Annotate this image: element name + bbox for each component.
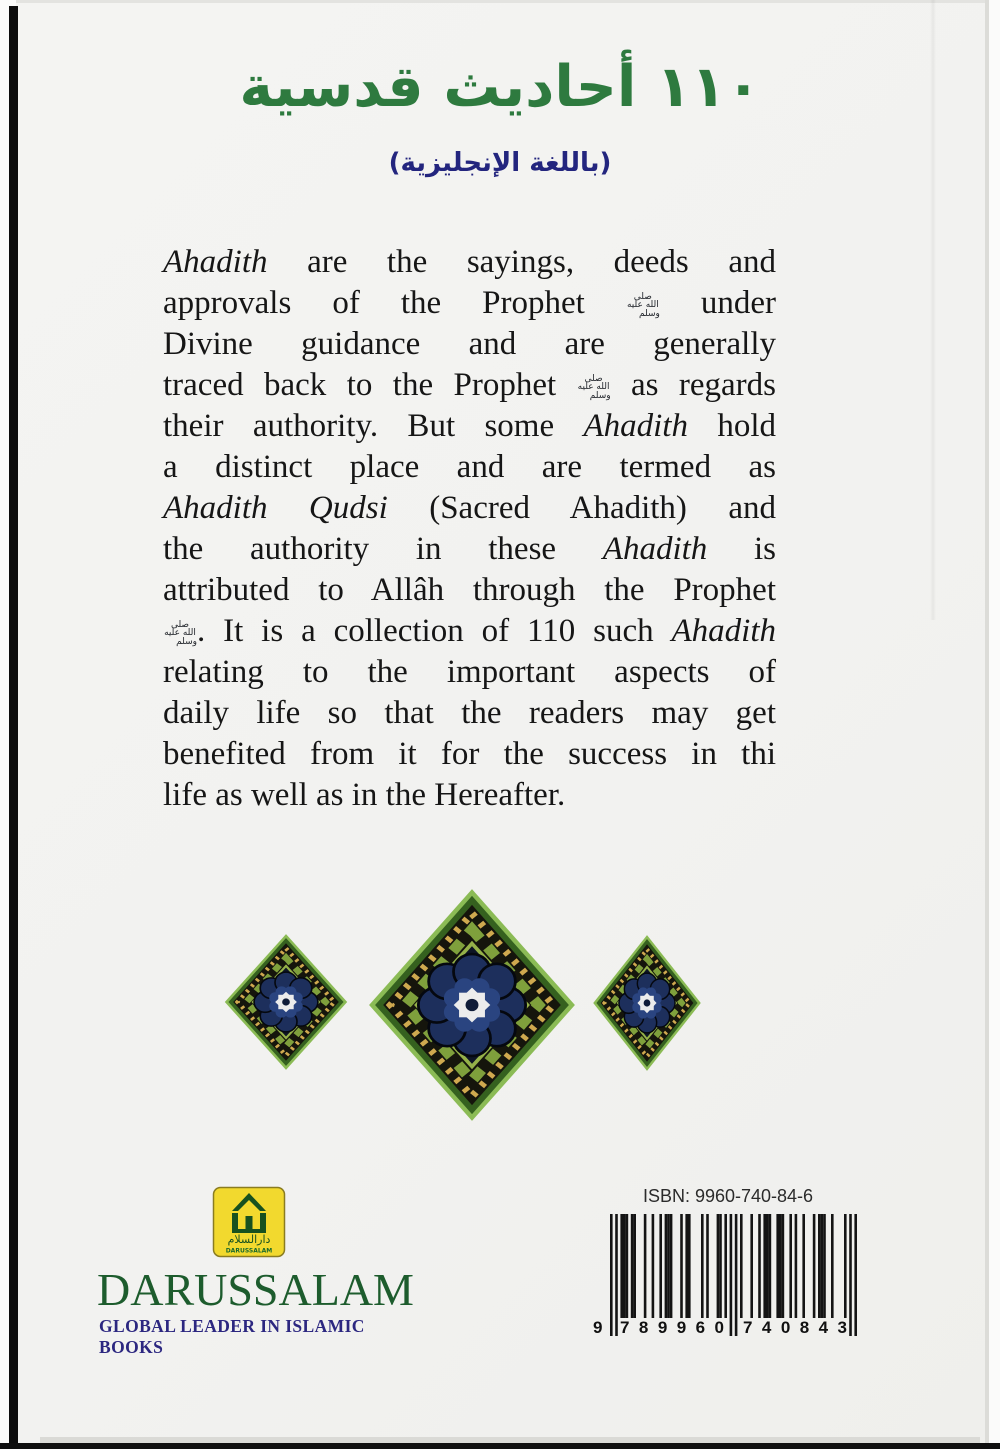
- barcode-digits-right: [743, 1318, 847, 1338]
- sallallahu-alayhi-wasallam-icon: صلى الله عليه وسلم: [626, 291, 660, 319]
- barcode-digit: 0: [780, 1318, 791, 1337]
- sallallahu-alayhi-wasallam-icon: صلى الله عليه وسلم: [164, 619, 197, 647]
- description-line: daily life so that the readers may get: [163, 695, 776, 731]
- arabic-subtitle: (باللغة الإنجليزية): [388, 148, 612, 178]
- description-line: attributed to Allâh through the Prophet: [163, 572, 776, 608]
- isbn-label: ISBN: 9960-740-84-6: [642, 1186, 814, 1206]
- ornament-diamond-large-center: [361, 889, 583, 1121]
- barcode-digit: 9: [676, 1318, 687, 1337]
- barcode-digit: 6: [695, 1318, 706, 1337]
- description-line: approvals of the Prophet صلى الله عليه وسلم under: [163, 285, 776, 321]
- barcode-digit: 9: [593, 1318, 603, 1337]
- description-line: Ahadith Qudsi (Sacred Ahadith) and: [163, 490, 776, 526]
- arabic-title: ١١٠ أحاديث قدسية: [239, 54, 761, 120]
- sallallahu-alayhi-wasallam-icon: صلى الله عليه وسلم: [577, 373, 611, 401]
- darussalam-badge-icon: [212, 1186, 286, 1264]
- description-line: Ahadith are the sayings, deeds and: [163, 244, 776, 280]
- publisher-name: DARUSSALAM: [97, 1264, 414, 1315]
- description-line: Divine guidance and are generally: [163, 326, 776, 362]
- badge-arabic-calligraphy: دارالسلام: [227, 1233, 271, 1246]
- photo-bottom-edge: [0, 1443, 1000, 1449]
- description-line: a distinct place and are termed as: [163, 449, 776, 485]
- ornament-diamond-small-left: [220, 934, 352, 1070]
- barcode-digit: 9: [657, 1318, 668, 1337]
- ornament-diamond-small-right: [589, 935, 705, 1071]
- barcode-digit: 3: [837, 1318, 847, 1337]
- barcode-digit: 7: [743, 1318, 753, 1337]
- description-line: traced back to the Prophet صلى الله عليه وسلم as regards: [163, 367, 776, 403]
- description-line: صلى الله عليه وسلم. It is a collection of 110 such Ahadith: [164, 613, 776, 649]
- description-line: the authority in these Ahadith is: [163, 531, 777, 567]
- darussalam-logo-badge: [212, 1186, 286, 1264]
- barcode-digit-first: [593, 1318, 605, 1338]
- description-line: benefited from it for the success in thi: [163, 736, 776, 772]
- barcode-digit: 4: [818, 1318, 829, 1337]
- book-right-edge: [985, 0, 989, 1443]
- barcode-digit: 7: [620, 1318, 630, 1337]
- barcode-digit: 8: [638, 1318, 649, 1337]
- barcode-digits-left: [620, 1318, 724, 1338]
- barcode-digit: 0: [714, 1318, 724, 1337]
- photo-left-edge: [9, 6, 18, 1449]
- description-paragraph: [163, 242, 776, 816]
- barcode-digit: 4: [761, 1318, 772, 1337]
- photo-top-edge: [16, 0, 988, 3]
- isbn-block: [593, 1186, 860, 1342]
- description-line: their authority. But some Ahadith hold: [163, 408, 777, 444]
- description-line: life as well as in the Hereafter.: [163, 777, 566, 813]
- description-line: relating to the important aspects of: [163, 654, 776, 690]
- badge-name-label: DARUSSALAM: [225, 1247, 273, 1255]
- barcode-digit: 8: [799, 1318, 810, 1337]
- publisher-tagline: GLOBAL LEADER IN ISLAMIC BOOKS: [99, 1316, 365, 1357]
